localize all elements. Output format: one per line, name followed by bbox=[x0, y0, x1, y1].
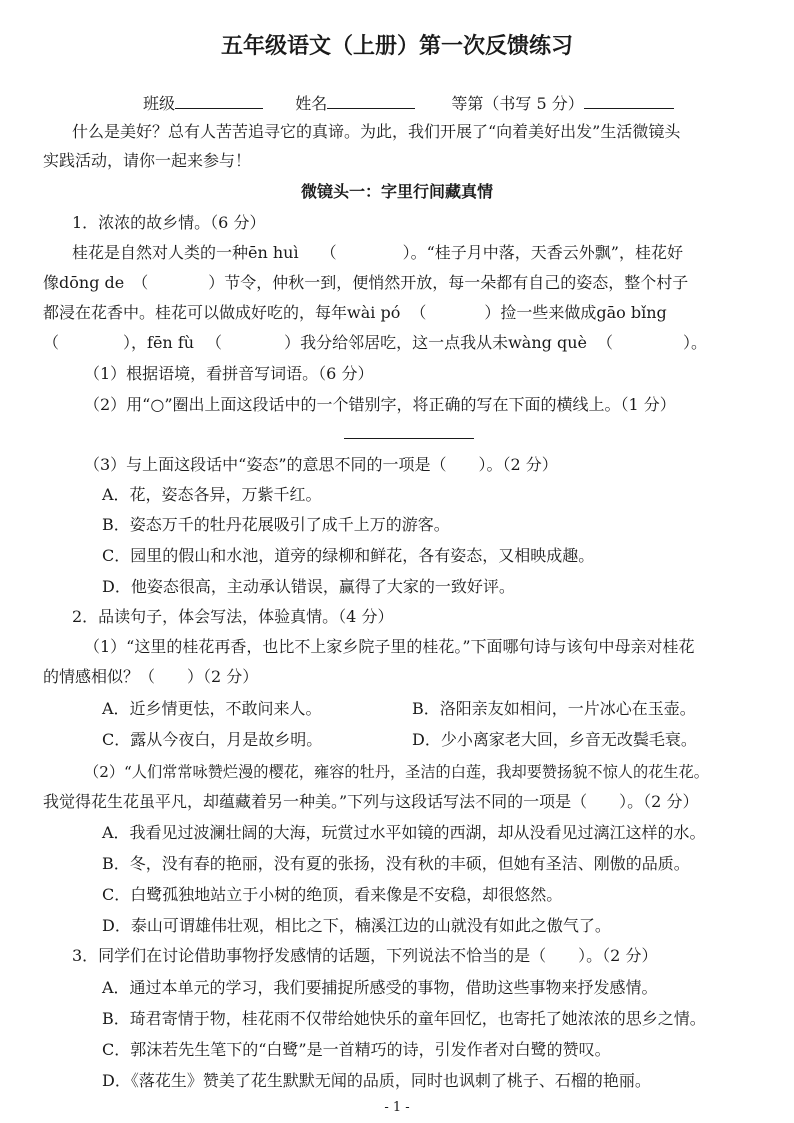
q3-option-d: D．《落花生》赞美了花生默默无闻的品质，同时也讽刺了桃子、石榴的艳丽。 bbox=[102, 1071, 651, 1090]
pinyin-gao-bing: gāo bǐng bbox=[596, 303, 667, 322]
grade-field[interactable] bbox=[584, 92, 674, 109]
q2-sub-2-line-2: 我觉得花生花虽平凡，却蕴藏着另一种美。”下列与这段话写法不同的一项是（ ）。（2 分） bbox=[43, 792, 699, 811]
page-title: 五年级语文（上册）第一次反馈练习 bbox=[220, 33, 573, 59]
name-field[interactable] bbox=[327, 92, 415, 109]
q1-paragraph-line-3: 都浸在花香中。桂花可以做成好吃的，每年wài pó （ ）捡一些来做成gāo bǐng bbox=[43, 303, 667, 322]
student-info-row bbox=[143, 92, 674, 114]
grade-label: 等第（书写 5 分） bbox=[451, 94, 584, 113]
pinyin-en-hui: ēn huì bbox=[248, 243, 299, 262]
q1-option-c: C．园里的假山和水池，道旁的绿柳和鲜花，各有姿态，又相映成趣。 bbox=[102, 546, 595, 565]
pinyin-dong-de: dōng de bbox=[59, 273, 125, 292]
q2-sub-1-line-1: （1）“这里的桂花再香，也比不上家乡院子里的桂花。”下面哪句诗与该句中母亲对桂花 bbox=[84, 637, 695, 656]
q2-sub-2-line-1: （2）“人们常常咏赞烂漫的樱花，雍容的牡丹，圣洁的白莲，我却要赞扬貌不惊人的花生花。 bbox=[84, 763, 709, 781]
intro-line-2: 实践活动，请你一起来参与！ bbox=[43, 151, 252, 170]
q1-sub-1: （1）根据语境，看拼音写词语。（6 分） bbox=[84, 364, 374, 383]
q1-sub-2: （2）用“○”圈出上面这段话中的一个错别字，将正确的写在下面的横线上。（1 分） bbox=[84, 395, 676, 414]
class-field[interactable] bbox=[175, 92, 263, 109]
class-label: 班级 bbox=[143, 94, 176, 113]
intro-line-1: 什么是美好？总有人苦苦追寻它的真谛。为此，我们开展了“向着美好出发”生活微镜头 bbox=[72, 122, 681, 141]
pinyin-wang-que: wàng què bbox=[508, 333, 587, 352]
section-title: 微镜头一：字里行间藏真情 bbox=[300, 182, 493, 201]
q1-paragraph-line-1: 桂花是自然对人类的一种ēn huì （ ）。“桂子月中落，天香云外飘”，桂花好 bbox=[72, 243, 683, 262]
q1-paragraph-line-4: （ ），fēn fù （ ）我分给邻居吃，这一点我从未wàng què （ ）。 bbox=[43, 333, 707, 352]
pinyin-wai-po: wài pó bbox=[347, 303, 401, 322]
q1-option-a: A．花，姿态各异，万紫千红。 bbox=[102, 485, 322, 504]
q2-option-d: D．少小离家老大回，乡音无改鬓毛衰。 bbox=[412, 730, 697, 749]
q2-option-b: B．洛阳亲友如相问，一片冰心在玉壶。 bbox=[412, 699, 696, 718]
pinyin-fen-fu: fēn fù bbox=[147, 333, 195, 352]
q1-paragraph-line-2: 像dōng de （ ）节令，仲秋一到，便悄然开放，每一朵都有自己的姿态，整个村子 bbox=[43, 273, 689, 292]
q2-title: 2．品读句子，体会写法，体验真情。（4 分） bbox=[72, 607, 394, 626]
name-label: 姓名 bbox=[295, 94, 328, 113]
q2-sub-2-option-a: A．我看见过波澜壮阔的大海，玩赏过水平如镜的西湖，却从没看见过漓江这样的水。 bbox=[102, 823, 706, 842]
q2-option-a: A．近乡情更怯，不敢问来人。 bbox=[102, 699, 322, 718]
q1-title: 1．浓浓的故乡情。（6 分） bbox=[72, 213, 266, 232]
q3-option-c: C．郭沫若先生笔下的“白鹭”是一首精巧的诗，引发作者对白鹭的赞叹。 bbox=[102, 1040, 611, 1059]
page-number: - 1 - bbox=[384, 1100, 410, 1115]
q2-sub-2-option-d: D．泰山可谓雄伟壮观，相比之下，楠溪江边的山就没有如此之傲气了。 bbox=[102, 916, 611, 935]
q1-option-b: B．姿态万千的牡丹花展吸引了成千上万的游客。 bbox=[102, 515, 450, 534]
q2-option-c: C．露从今夜白，月是故乡明。 bbox=[102, 730, 323, 749]
q3-title: 3．同学们在讨论借助事物抒发感情的话题，下列说法不恰当的是（ ）。（2 分） bbox=[72, 946, 658, 965]
q2-sub-2-option-c: C．白鹭孤独地站立于小树的绝顶，看来像是不安稳，却很悠然。 bbox=[102, 885, 563, 904]
q2-sub-2-option-b: B．冬，没有春的艳丽，没有夏的张扬，没有秋的丰硕，但她有圣洁、刚傲的品质。 bbox=[102, 854, 690, 873]
q3-option-a: A．通过本单元的学习，我们要捕捉所感受的事物，借助这些事物来抒发感情。 bbox=[102, 978, 658, 997]
q1-option-d: D．他姿态很高，主动承认错误，赢得了大家的一致好评。 bbox=[102, 577, 515, 596]
q2-sub-1-line-2: 的情感相似？（ ）（2 分） bbox=[43, 667, 259, 686]
correction-answer-line[interactable] bbox=[344, 438, 474, 439]
q3-option-b: B．琦君寄情于物，桂花雨不仅带给她快乐的童年回忆，也寄托了她浓浓的思乡之情。 bbox=[102, 1009, 706, 1028]
q1-sub-3: （3）与上面这段话中“姿态”的意思不同的一项是（ ）。（2 分） bbox=[84, 455, 558, 474]
